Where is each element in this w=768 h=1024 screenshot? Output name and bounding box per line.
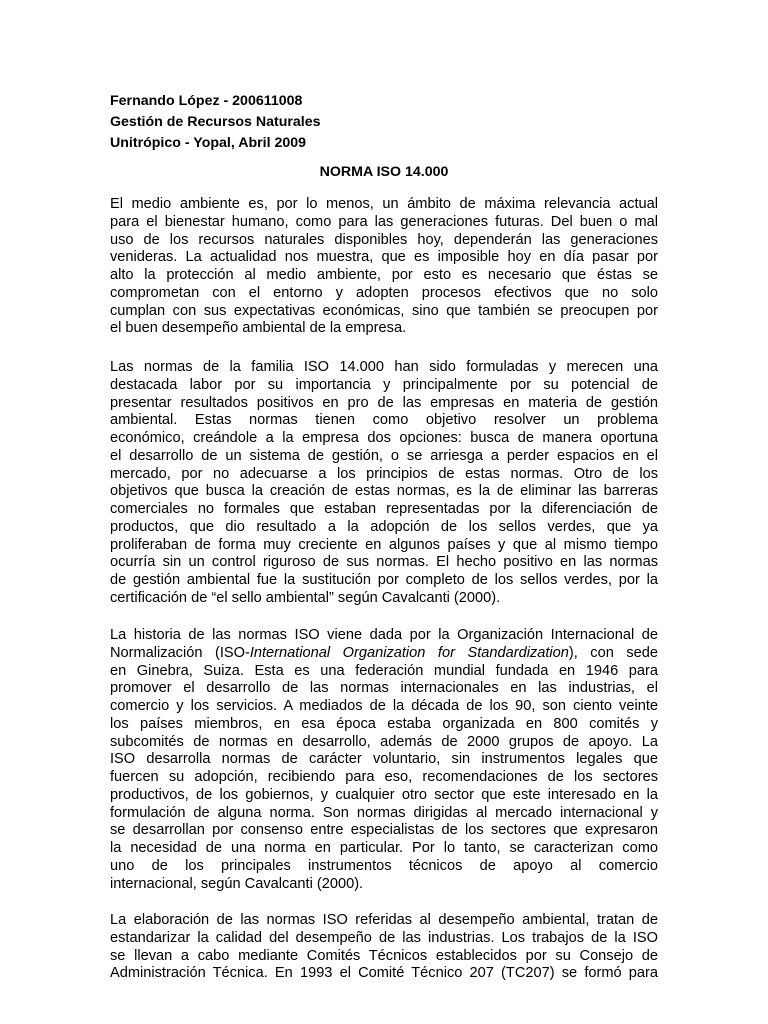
paragraph-line: internacional, según Cavalcanti (2000). bbox=[110, 875, 364, 892]
paragraph-3 bbox=[110, 627, 658, 893]
paragraph-line: La elaboración de las normas ISO referidas al desempeño ambiental, tratan de bbox=[110, 912, 658, 928]
paragraph-line: uso de los recursos naturales disponibles hoy, dependerán las generaciones bbox=[110, 231, 658, 248]
italic-line-suffix: ), con sede bbox=[568, 644, 658, 661]
paragraph-line: para el bienestar humano, como para las generaciones futuras. Del buen o mal bbox=[110, 213, 658, 230]
paragraph-line: Las normas de la familia ISO 14.000 han sido formuladas y merecen una bbox=[110, 359, 658, 375]
paragraph-line: se desarrollan por consenso entre especialistas de los sectores que expresaron bbox=[110, 822, 658, 839]
paragraph-1 bbox=[110, 196, 658, 338]
paragraph-line: fuercen su adopción, recibiendo para eso, recomendaciones de los sectores bbox=[110, 769, 658, 785]
paragraph-line: productos, que dio resultado a la adopción de los sellos verdes, que ya bbox=[110, 518, 658, 535]
paragraph-line: los países miembros, en esa época estaba organizada en 800 comités y bbox=[110, 715, 658, 732]
paragraph-line: Administración Técnica. En 1993 el Comité Técnico 207 (TC207) se formó para bbox=[110, 965, 658, 982]
paragraph-2 bbox=[110, 359, 658, 608]
italic-org-name: International Organization for Standardization bbox=[249, 644, 569, 661]
paragraph-line: en Ginebra, Suiza. Esta es una federación mundial fundada en 1946 para bbox=[110, 662, 658, 679]
paragraph-line: venideras. La actualidad nos muestra, que es imposible hoy en día pasar por bbox=[110, 249, 658, 266]
paragraph-line: certificación de “el sello ambiental” según Cavalcanti (2000). bbox=[110, 589, 501, 606]
paragraph-line: de gestión ambiental fue la sustitución por completo de los sellos verdes, por la bbox=[110, 572, 658, 588]
paragraph-line: uno de los principales instrumentos técnicos de apoyo al comercio bbox=[110, 857, 658, 874]
paragraph-line: ocurría sin un control riguroso de sus normas. El hecho positivo en las normas bbox=[110, 554, 658, 571]
document-title: NORMA ISO 14.000 bbox=[319, 164, 449, 180]
paragraph-line: comprometan con el entorno y adopten procesos efectivos que no solo bbox=[110, 284, 658, 301]
paragraph-line: subcomités de normas en desarrollo, además de 2000 grupos de apoyo. La bbox=[110, 733, 658, 750]
paragraph-line: El medio ambiente es, por lo menos, un ámbito de máxima relevancia actual bbox=[110, 196, 658, 212]
paragraph-line: comerciales no formales que estaban representadas por la diferenciación de bbox=[110, 501, 658, 517]
paragraph-line: se llevan a cabo mediante Comités Técnicos establecidos por su Consejo de bbox=[110, 947, 658, 964]
paragraph-line: presentar resultados positivos en pro de las empresas en materia de gestión bbox=[110, 394, 658, 411]
italic-line-prefix: Normalización (ISO- bbox=[110, 644, 250, 661]
paragraph-line-with-italic bbox=[110, 645, 658, 663]
paragraph-line: objetivos que busca la creación de estas normas, es la de eliminar las barreras bbox=[110, 483, 658, 500]
paragraph-line: formulación de alguna norma. Son normas dirigidas al mercado internacional y bbox=[110, 804, 658, 821]
paragraph-line: productivos, de los gobiernos, y cualquier otro sector que este interesado en la bbox=[110, 786, 658, 803]
paragraph-line: ISO desarrolla normas de carácter voluntario, sin instrumentos legales que bbox=[110, 751, 658, 768]
paragraph-line: proliferaban de forma muy creciente en algunos países y que al mismo tiempo bbox=[110, 536, 658, 553]
paragraph-line: alto la protección al medio ambiente, por esto es necesario que éstas se bbox=[110, 267, 658, 283]
document-header bbox=[110, 91, 660, 154]
place-date-line: Unitrópico - Yopal, Abril 2009 bbox=[110, 135, 307, 151]
paragraph-line: el buen desempeño ambiental de la empresa. bbox=[110, 320, 407, 337]
paragraph-line: mercado, por no adecuarse a los principios de estas normas. Otro de los bbox=[110, 465, 658, 482]
paragraph-line: cumplan con sus expectativas económicas, sino que también se preocupen por bbox=[110, 302, 658, 319]
paragraph-line: estandarizar la calidad del desempeño de las industrias. Los trabajos de la ISO bbox=[110, 929, 658, 946]
course-line: Gestión de Recursos Naturales bbox=[110, 114, 321, 130]
paragraph-line: promover el desarrollo de las normas internacionales en las industrias, el bbox=[110, 680, 658, 697]
paragraph-line: ambiental. Estas normas tienen como objetivo resolver un problema bbox=[110, 412, 658, 429]
paragraph-line: económico, creándole a la empresa dos opciones: busca de manera oportuna bbox=[110, 430, 658, 446]
paragraph-line: el desarrollo de un sistema de gestión, o se arriesga a perder espacios en el bbox=[110, 447, 658, 464]
paragraph-line: comercio y los servicios. A mediados de la década de los 90, son ciento veinte bbox=[110, 698, 658, 714]
paragraph-line: la necesidad de una norma en particular. Por lo tanto, se caracterizan como bbox=[110, 840, 658, 856]
author-line: Fernando López - 200611008 bbox=[110, 93, 303, 109]
paragraph-line: La historia de las normas ISO viene dada por la Organización Internacional de bbox=[110, 627, 658, 643]
paragraph-4 bbox=[110, 912, 658, 983]
paragraph-line: destacada labor por su importancia y principalmente por su potencial de bbox=[110, 376, 658, 393]
